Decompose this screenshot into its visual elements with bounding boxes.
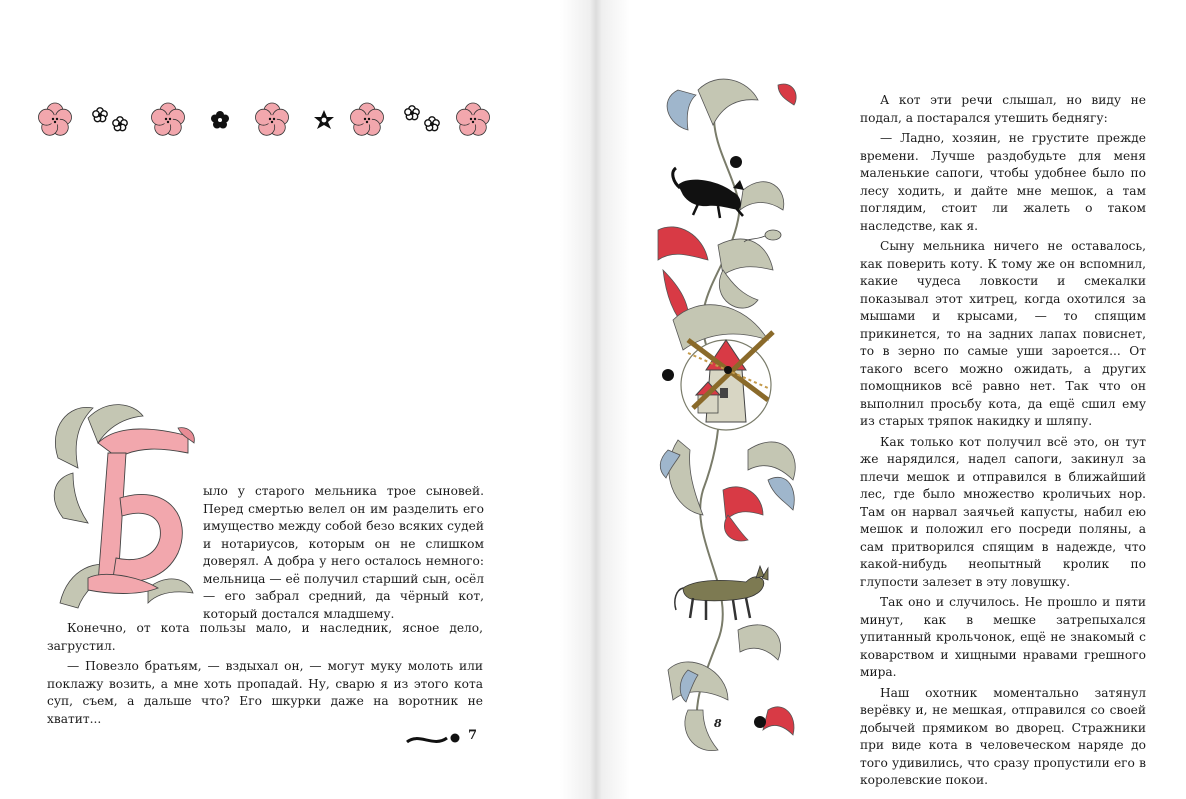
- flower-icon: [425, 117, 439, 131]
- paragraph: Так оно и случилось. Не прошло и пяти минут, как в мешке затрепыхался упитанный крольчонок, ещё не знакомый с коварством и хищными нравами грешного мира.: [860, 595, 1146, 679]
- flower-icon: [211, 111, 229, 129]
- paragraph: — Ладно, хозяин, не грустите прежде времени. Лучше раздобудьте для меня маленькие сапоги, чтобы удобнее было по лесу ходить, и дайте мне мешок, а там поглядим, стоит ли жалеть о таком наследстве, как я.: [860, 131, 1146, 233]
- flower-icon: [351, 103, 384, 135]
- donkey-icon: [675, 566, 768, 620]
- page-number: 7: [468, 728, 478, 743]
- flower-icon: [93, 108, 107, 122]
- paragraph: ыло у старого мельника трое сыновей. Перед смертью велел он им разделить его имущество между собой безо всяких судей и нотариусов, которым он не слишком доверял. А добра у него осталось немного: мельница — её получил старший сын, осёл — его забрал средний, да чёрный кот, который достался младшему.: [203, 484, 484, 621]
- flower-border: [30, 96, 500, 144]
- left-text-column: [47, 620, 483, 728]
- paragraph: Как только кот получил всё это, он тут же нарядился, надел сапоги, закинул за плечи мешок и отправился в ближайший лес, где было множество кроличьих нор. Там он нарвал заячьей капусты, набил ею мешок и положил его посреди поляны, а сам притворился спящим в надежде, что какой-нибудь неопытный кролик по глупости залезет в эту ловушку.: [860, 434, 1146, 589]
- right-text-column: [860, 92, 1146, 790]
- paragraph: А кот эти речи слышал, но виду не подал, а постарался утешить беднягу:: [860, 93, 1146, 125]
- flower-icon: [39, 103, 72, 135]
- flower-icon: [314, 110, 334, 129]
- flower-icon: [405, 106, 419, 120]
- flower-icon: [256, 103, 289, 135]
- page-number: 8: [714, 717, 722, 730]
- vine-ornament: [648, 70, 818, 760]
- cat-icon: [673, 168, 744, 218]
- paragraph: Конечно, от кота пользы мало, и наследник, ясное дело, загрустил.: [47, 621, 483, 653]
- paragraph: Наш охотник моментально затянул верёвку и, не мешкая, отправился со своей добычей прямиком во дворец. Стражники при виде кота в человеческом наряде до того удивились, что сразу пропустили его в королевские покои.: [860, 685, 1146, 787]
- dropcap-ornament: [48, 398, 198, 616]
- windmill-icon: [681, 332, 773, 430]
- paragraph: Сыну мельника ничего не оставалось, как поверить коту. К тому же он вспомнил, какие чудеса ловкости и смекалки показывал этот хитрец, когда охотился за мышами и крысами, — то спящим прикинется, то на задних лапах повиснет, то в зерно по самые уши зароется... От такого всего можно ожидать, а других помощников всё равно нет. Так что он выполнил просьбу кота, да ещё сшил ему из старых тряпок накидку и шляпу.: [860, 239, 1146, 428]
- page-number-ornament: [405, 728, 465, 748]
- flower-icon: [152, 103, 185, 135]
- flower-icon: [113, 117, 127, 131]
- flower-icon: [457, 103, 490, 135]
- left-first-paragraph: [203, 483, 484, 623]
- paragraph: — Повезло братьям, — вздыхал он, — могут муку молоть или поклажу возить, а мне хоть пропадай. Ну, сварю я из этого кота суп, съем, а дальше что? Его шкурки даже на воротник не хватит...: [47, 659, 483, 726]
